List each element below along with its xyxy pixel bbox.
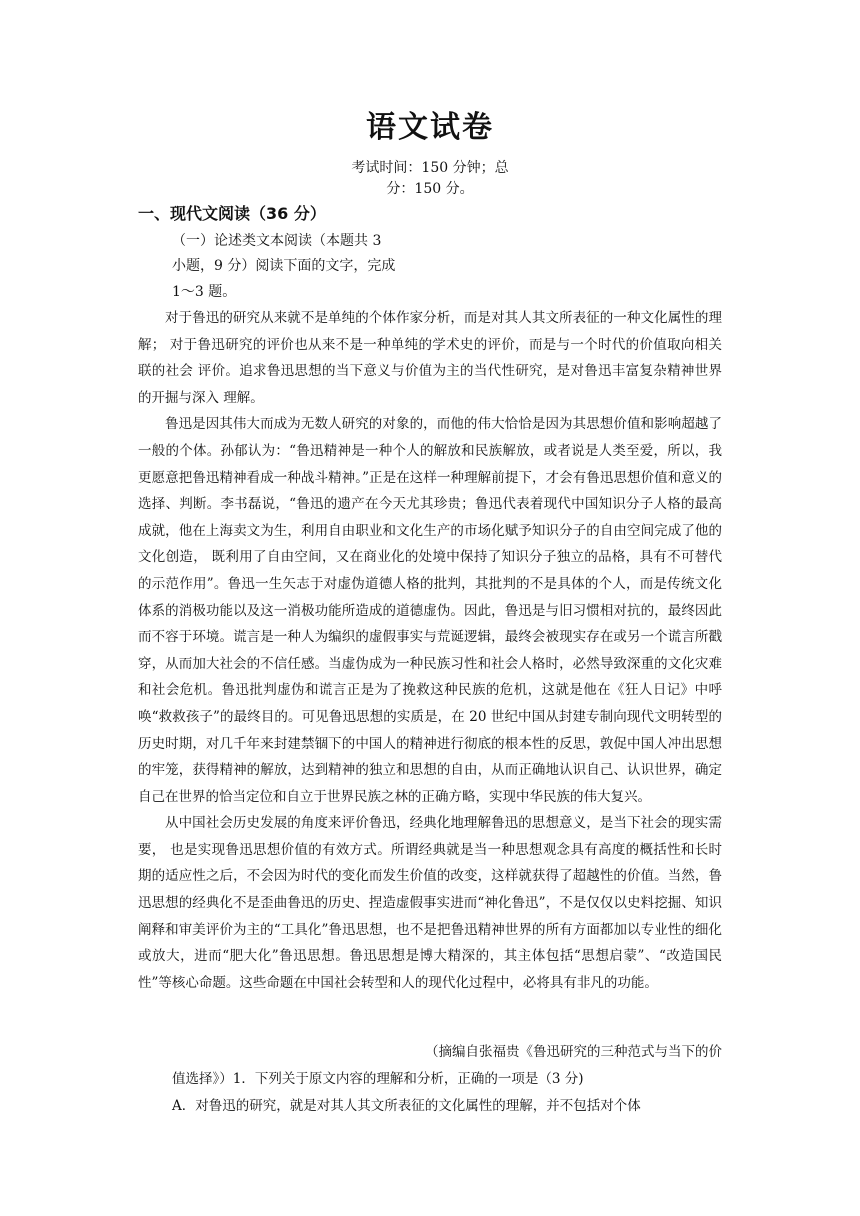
source-citation-line-2: 值选择》）1．下列关于原文内容的理解和分析，正确的一项是（3 分) (172, 1071, 584, 1087)
source-citation-line-1: （摘编自张福贵《鲁迅研究的三种范式与当下的价 (425, 1044, 722, 1060)
exam-meta-line-2: 分：150 分。 (386, 181, 474, 197)
section-intro-line-2: 小题，9 分）阅读下面的文字，完成 (172, 258, 396, 274)
section-intro-line-1: （一）论述类文本阅读（本题共 3 (172, 233, 382, 249)
page-title: 语文试卷 (366, 110, 494, 145)
passage-paragraph-2: 鲁迅是因其伟大而成为无数人研究的对象的，而他的伟大恰恰是因为其思想价值和影响超越了一般的个体。孙郁认为：“鲁迅精神是一种个人的解放和民族解放，或者说是人类至爱，所以，我更愿意把鲁迅精神看成一种战斗精神。”正是在这样一种理解前提下，才会有鲁迅思想价值和意义的选择、判断。李书磊说，“鲁迅的遗产在今天尤其珍贵；鲁迅代表着现代中国知识分子人格的最高成就，他在上海卖文为生，利用自由职业和文化生产的市场化赋予知识分子的自由空间完成了他的文化创造， 既利用了自由空间，又在商业化的处境中保持了知识分子独立的品格，具有不可替代的示范作用”。鲁迅一生矢志于对虚伪道德人格的批判，其批判的不是具体的个人，而是传统文化体系的消极功能以及这一消极功能所造成的道德虚伪。因此，鲁迅是与旧习惯相对抗的，最终因此而不容于环境。谎言是一种人为编织的虚假事实与荒诞逻辑，最终会被现实存在或另一个谎言所戳穿，从而加大社会的不信任感。当虚伪成为一种民族习性和社会人格时，必然导致深重的文化灾难和社会危机。鲁迅批判虚伪和谎言正是为了挽救这种民族的危机，这就是他在《狂人日记》中呼唤“救救孩子”的最终目的。可见鲁迅思想的实质是，在 20 世纪中国从封建专制向现代文明转型的历史时期，对几千年来封建禁锢下的中国人的精神进行彻底的根本性的反思，敦促中国人冲出思想的牢笼，获得精神的解放，达到精神的独立和思想的自由，从而正确地认识自己、认识世界，确定自己在世界的恰当定位和自立于世界民族之林的正确方略，实现中华民族的伟大复兴。 (138, 416, 722, 805)
section-heading: 一、现代文阅读（36 分） (138, 204, 326, 223)
passage-paragraph-1: 对于鲁迅的研究从来就不是单纯的个体作家分析，而是对其人其文所表征的一种文化属性的理解； 对于鲁迅研究的评价也从来不是一种单纯的学术史的评价，而是与一个时代的价值取向相关联的社会 评价。追求鲁迅思想的当下意义与价值为主的当代性研究，是对鲁迅丰富复杂精神世界的开掘与深入 理解。 (138, 310, 722, 406)
passage-source (138, 1039, 722, 1093)
section-intro-line-3: 1～3 题。 (172, 284, 237, 300)
reading-passage (138, 305, 722, 996)
passage-paragraph-3: 从中国社会历史发展的角度来评价鲁迅，经典化地理解鲁迅的思想意义，是当下社会的现实需要， 也是实现鲁迅思想价值的有效方式。所谓经典就是当一种思想观念具有高度的概括性和长时期的适应性之后，不会因为时代的变化而发生价值的改变，这样就获得了超越性的价值。当然，鲁迅思想的经典化不是歪曲鲁迅的历史、捏造虚假事实进而“神化鲁迅”，不是仅仅以史料挖掘、知识阐释和审美评价为主的“工具化”鲁迅思想，也不是把鲁迅精神世界的所有方面都加以专业性的细化或放大，进而“肥大化”鲁迅思想。鲁迅思想是博大精深的，其主体包括“思想启蒙”、“改造国民性”等核心命题。这些命题在中国社会转型和人的现代化过程中，必将具有非凡的功能。 (138, 815, 722, 991)
question-option-a: A．对鲁迅的研究，就是对其人其文所表征的文化属性的理解，并不包括对个体 (172, 1098, 641, 1114)
exam-meta-line-1: 考试时间：150 分钟；总 (351, 160, 509, 176)
